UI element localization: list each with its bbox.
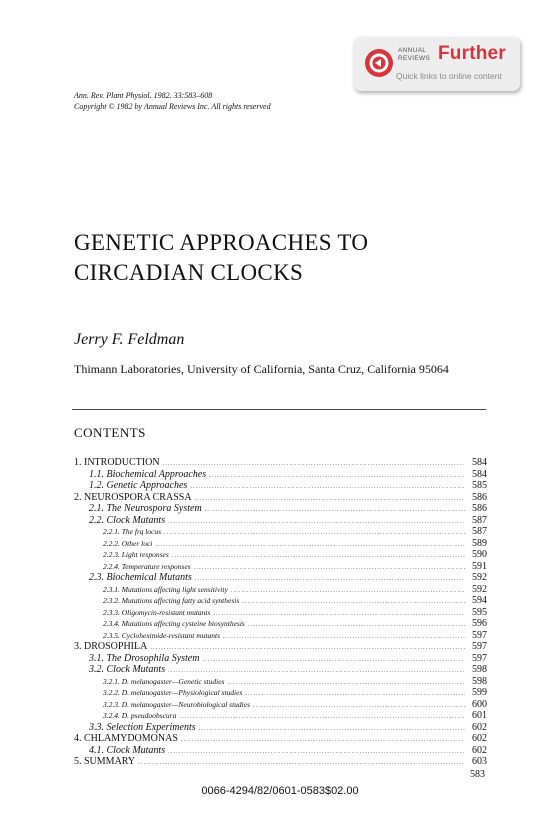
citation [74,91,271,112]
toc-entry-page: 599 [472,687,487,698]
toc-entry-page: 598 [472,664,487,675]
toc-entry-page: 598 [472,675,487,687]
toc-dot-leader [231,588,465,594]
toc-entry[interactable] [74,515,487,527]
toc-entry-label: 1. INTRODUCTION [74,457,160,468]
toc-entry[interactable] [74,756,487,768]
citation-line2: Copyright © 1982 by Annual Reviews Inc. All rights reserved [74,101,271,111]
toc-entry[interactable] [74,457,487,469]
citation-line1: Ann. Rev. Plant Physiol. 1982. 33:583–608 [74,91,213,100]
toc-entry-page: 594 [472,595,487,606]
toc-entry-label: 2.2. Clock Mutants [89,514,166,526]
badge-brand-line1: ANNUAL [398,47,427,54]
toc-entry[interactable] [74,572,487,584]
toc-entry[interactable] [74,687,487,699]
toc-dot-leader [245,691,465,697]
toc-entry-page: 602 [472,721,487,733]
toc-entry[interactable] [74,561,487,573]
toc-entry-label: 1.2. Genetic Approaches [89,480,188,491]
toc-entry-label: 2.3.4. Mutations affecting cysteine biosynthesis [103,619,245,628]
toc-dot-leader [202,657,465,663]
toc-entry[interactable] [74,641,487,653]
toc-entry[interactable] [74,630,487,642]
toc-entry-label: 5. SUMMARY [74,756,136,767]
toc-entry-page: 587 [472,514,487,526]
toc-entry-label: 3.2.3. D. melanogaster—Neurobiological studies [103,699,251,709]
badge-brand-line2: REVIEWS [398,54,431,62]
toc-entry-page: 597 [472,629,487,641]
toc-dot-leader [195,576,465,582]
toc-dot-leader [227,680,465,686]
toc-entry-label: 3.1. The Drosophila System [89,652,200,664]
toc-dot-leader [168,749,465,755]
toc-entry-page: 590 [472,549,487,560]
toc-dot-leader [179,714,465,720]
article-title-line1: GENETIC APPROACHES TO [74,230,369,255]
author-name: Jerry F. Feldman [74,331,185,348]
toc-entry-label: 2.2.1. The frq locus [103,527,162,536]
table-of-contents [74,457,487,768]
toc-entry[interactable] [74,699,487,711]
toc-entry-label: 2.3.1. Mutations affecting light sensitivity [103,584,228,594]
toc-entry-page: 591 [472,560,487,572]
toc-dot-leader [181,737,465,743]
badge-brand [398,47,434,62]
toc-entry-label: 1.1. Biochemical Approaches [89,468,207,480]
toc-dot-leader [150,645,465,651]
toc-entry-page: 595 [472,606,487,618]
toc-entry-page: 587 [472,526,487,537]
toc-entry[interactable] [74,722,487,734]
toc-entry[interactable] [74,745,487,757]
toc-entry-label: 2.3.3. Oligomycin-resistant mutants [103,607,211,617]
badge-tagline: Quick links to online content [396,71,502,81]
annual-reviews-logo-icon [364,48,394,78]
toc-dot-leader [164,530,465,536]
contents-heading: CONTENTS [74,425,146,440]
toc-entry-page: 592 [472,583,487,595]
toc-entry[interactable] [74,595,487,607]
toc-entry-label: 3.3. Selection Experiments [89,721,196,733]
toc-entry-page: 597 [472,652,487,664]
toc-entry-page: 602 [472,733,487,744]
toc-entry-label: 3. DROSOPHILA [74,641,148,652]
toc-dot-leader [213,611,465,617]
toc-entry[interactable] [74,492,487,504]
toc-dot-leader [163,461,465,467]
toc-dot-leader [223,634,465,640]
toc-dot-leader [172,553,465,559]
toc-entry-label: 2.1. The Neurospora System [89,503,202,514]
toc-dot-leader [242,599,465,605]
toc-entry[interactable] [74,480,487,492]
article-title [74,228,368,288]
toc-entry[interactable] [74,538,487,550]
toc-entry[interactable] [74,653,487,665]
toc-entry-label: 3.2.4. D. pseudoobscura [103,711,177,720]
divider [72,409,486,410]
toc-entry[interactable] [74,469,487,481]
toc-entry-label: 3.2.2. D. melanogaster—Physiological studies [103,688,243,697]
page-number: 583 [470,769,485,780]
annual-reviews-further-badge[interactable] [354,37,520,91]
toc-entry-label: 2. NEUROSPORA CRASSA [74,491,192,503]
toc-dot-leader [195,496,465,502]
toc-entry[interactable] [74,549,487,561]
toc-entry-label: 4. CHLAMYDOMONAS [74,733,178,744]
toc-entry-label: 3.2. Clock Mutants [89,664,166,675]
toc-dot-leader [194,565,465,571]
toc-dot-leader [168,668,465,674]
toc-dot-leader [248,622,465,628]
toc-entry-page: 584 [472,468,487,480]
toc-dot-leader [199,726,465,732]
toc-entry-page: 597 [472,641,487,652]
badge-further-label: Further [438,43,506,64]
toc-entry[interactable] [74,526,487,538]
toc-dot-leader [138,760,465,766]
toc-entry-page: 586 [472,491,487,503]
toc-dot-leader [190,484,465,490]
toc-entry[interactable] [74,618,487,630]
toc-entry-page: 596 [472,618,487,629]
toc-entry[interactable] [74,676,487,688]
toc-dot-leader [205,507,465,513]
toc-entry-page: 586 [472,503,487,514]
toc-entry-label: 2.3. Biochemical Mutants [89,572,192,583]
toc-entry-page: 601 [472,710,487,721]
toc-entry-page: 603 [472,756,487,767]
toc-entry-label: 2.2.3. Light responses [103,550,169,559]
toc-entry-page: 592 [472,572,487,583]
toc-entry-label: 3.2.1. D. melanogaster—Genetic studies [103,676,225,686]
toc-entry-page: 589 [472,537,487,549]
author-affiliation: Thimann Laboratories, University of California, Santa Cruz, California 95064 [74,362,449,376]
toc-entry-label: 4.1. Clock Mutants [89,744,166,756]
toc-entry[interactable] [74,503,487,515]
toc-entry[interactable] [74,733,487,745]
toc-dot-leader [209,473,465,479]
toc-entry[interactable] [74,584,487,596]
toc-entry-page: 585 [472,480,487,491]
toc-entry[interactable] [74,710,487,722]
toc-entry-page: 600 [472,698,487,710]
article-title-line2: CIRCADIAN CLOCKS [74,260,304,285]
toc-entry[interactable] [74,664,487,676]
toc-entry-label: 2.3.5. Cycloheximide-resistant mutants [103,630,220,640]
toc-dot-leader [168,519,465,525]
toc-entry-label: 2.2.4. Temperature responses [103,561,191,571]
issn-line: 0066-4294/82/0601-0583$02.00 [201,785,359,797]
toc-entry-page: 584 [472,457,487,468]
toc-dot-leader [253,703,465,709]
toc-entry[interactable] [74,607,487,619]
toc-entry-page: 602 [472,744,487,756]
toc-entry-label: 2.2.2. Other loci [103,538,153,548]
toc-dot-leader [155,542,465,548]
toc-entry-label: 2.3.2. Mutations affecting fatty acid synthesis [103,596,240,605]
